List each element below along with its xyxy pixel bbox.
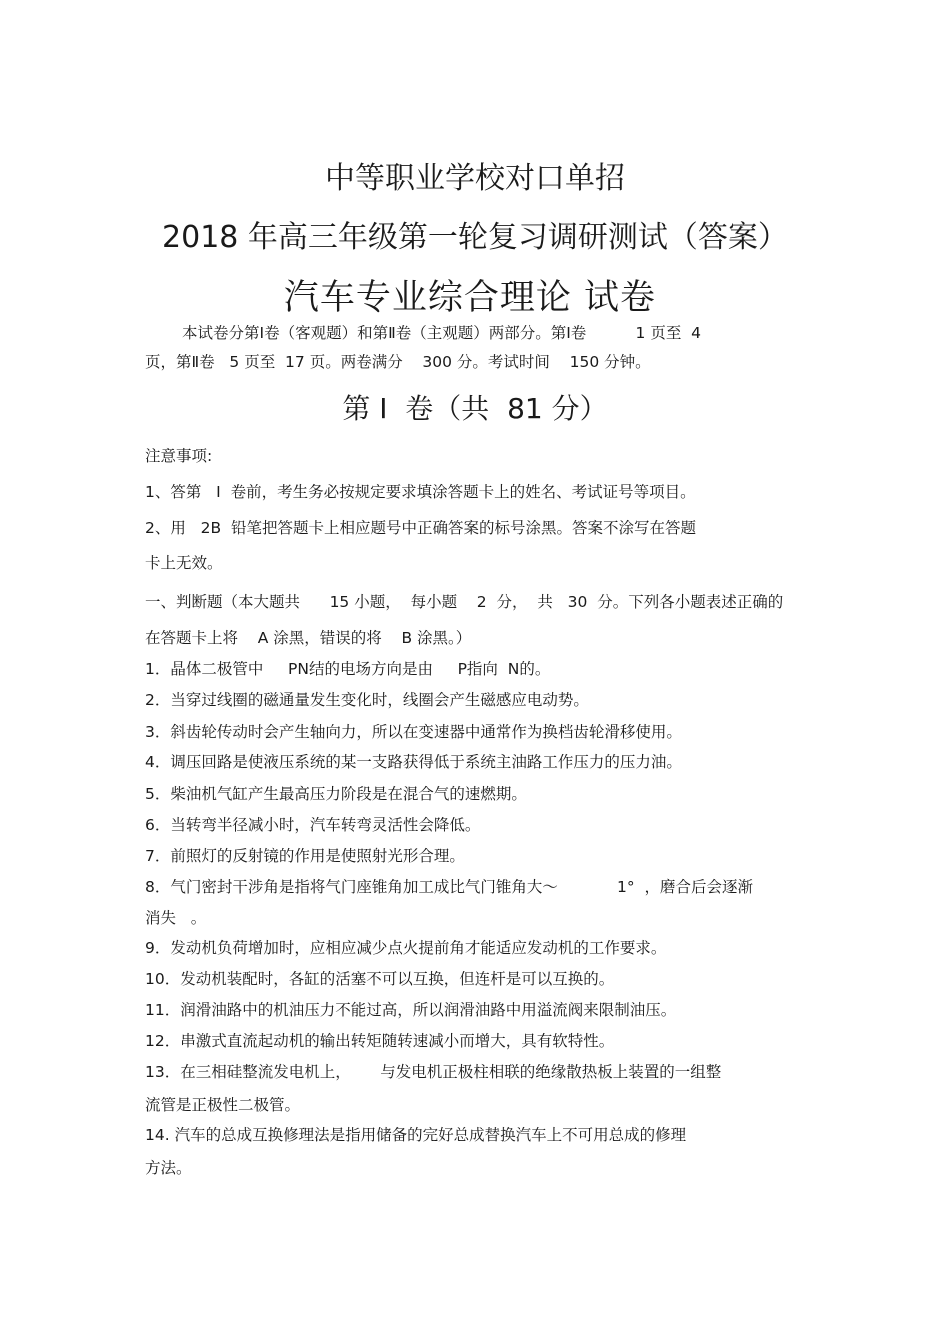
- part1-heading-line-1: 一、判断题（本大题共 15 小题， 每小题 2 分， 共 30 分。下列各小题表述正确的: [145, 593, 784, 611]
- question-5: 5．柴油机气缸产生最高压力阶段是在混合气的速燃期。: [145, 785, 527, 803]
- question-3: 3．斜齿轮传动时会产生轴向力，所以在变速器中通常作为换档齿轮滑移使用。: [145, 723, 682, 741]
- part1-heading-line-2: 在答题卡上将 A 涂黑，错误的将 B 涂黑。）: [145, 629, 472, 647]
- question-8-line-1: 8．气门密封干涉角是指将气门座锥角加工成比气门锥角大～ 1° ，磨合后会逐渐: [145, 878, 753, 896]
- question-4: 4．调压回路是使液压系统的某一支路获得低于系统主油路工作压力的压力油。: [145, 753, 682, 771]
- question-7: 7．前照灯的反射镜的作用是使照射光形合理。: [145, 847, 465, 865]
- question-13-line-1: 13．在三相硅整流发电机上， 与发电机正极柱相联的绝缘散热板上装置的一组整: [145, 1063, 722, 1081]
- notes-item-2-line-1: 2、用 2B 铅笔把答题卡上相应题号中正确答案的标号涂黑。答案不涂写在答题: [145, 519, 696, 537]
- exam-title-line-2: 2018 年高三年级第一轮复习调研测试（答案）: [162, 220, 788, 255]
- intro-line-2: 页，第Ⅱ卷 5 页至 17 页。两卷满分 300 分。考试时间 150 分钟。: [145, 353, 651, 371]
- notes-item-2-line-2: 卡上无效。: [145, 554, 223, 572]
- question-9: 9．发动机负荷增加时，应相应减少点火提前角才能适应发动机的工作要求。: [145, 939, 667, 957]
- notes-item-1: 1、答第 I 卷前，考生务必按规定要求填涂答题卡上的姓名、考试证号等项目。: [145, 483, 696, 501]
- question-1: 1．晶体二极管中 PN结的电场方向是由 P指向 N的。: [145, 660, 551, 678]
- exam-title-line-3: 汽车专业综合理论 试卷: [283, 278, 657, 318]
- question-6: 6．当转弯半径减小时，汽车转弯灵活性会降低。: [145, 816, 481, 834]
- question-13-line-2: 流管是正极性二极管。: [145, 1096, 301, 1114]
- question-8-line-2: 消失 。: [145, 909, 207, 927]
- question-14-line-1: 14. 汽车的总成互换修理法是指用储备的完好总成替换汽车上不可用总成的修理: [145, 1126, 687, 1144]
- intro-line-1: 本试卷分第Ⅰ卷（客观题）和第Ⅱ卷（主观题）两部分。第Ⅰ卷 1 页至 4: [182, 324, 702, 342]
- question-12: 12．串激式直流起动机的输出转矩随转速减小而增大，具有软特性。: [145, 1032, 615, 1050]
- question-10: 10．发动机装配时，各缸的活塞不可以互换，但连杆是可以互换的。: [145, 970, 615, 988]
- section-title: 第 I 卷（共 81 分）: [342, 392, 608, 425]
- question-2: 2．当穿过线圈的磁通量发生变化时，线圈会产生磁感应电动势。: [145, 691, 589, 709]
- exam-title-line-1: 中等职业学校对口单招: [325, 161, 625, 196]
- question-11: 11．润滑油路中的机油压力不能过高，所以润滑油路中用溢流阀来限制油压。: [145, 1001, 677, 1019]
- notes-heading: 注意事项:: [145, 447, 213, 465]
- question-14-line-2: 方法。: [145, 1159, 192, 1177]
